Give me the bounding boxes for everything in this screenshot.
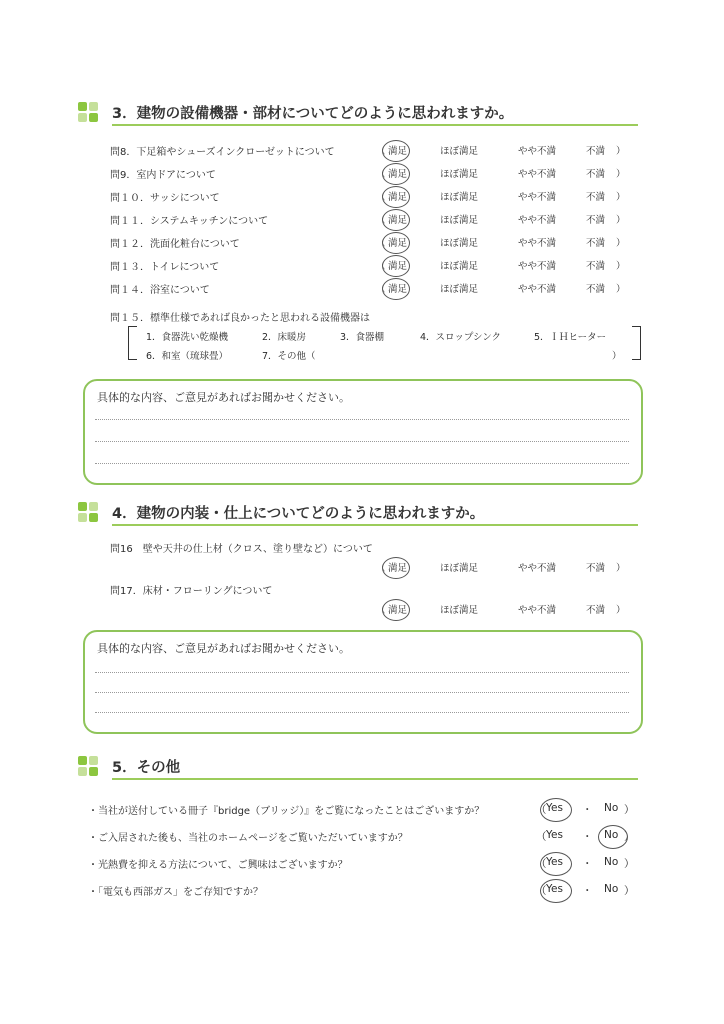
- option-mostly-satisfied[interactable]: ほぼ満足: [440, 563, 479, 574]
- answer-circle-mark: [382, 599, 410, 621]
- question-label: 問17．床材・フローリングについて: [110, 586, 273, 597]
- answer-options: [378, 560, 634, 578]
- section-3-header: [78, 100, 638, 126]
- answer-options: [378, 281, 634, 299]
- option-somewhat-dissatisfied[interactable]: やや不満: [518, 238, 557, 249]
- comment-line: [95, 441, 629, 442]
- paren-open: （: [376, 146, 386, 157]
- section-4-rule: [112, 524, 638, 526]
- question-label: 問１０．サッシについて: [110, 193, 220, 204]
- question-row: [110, 166, 630, 184]
- section-4-header: [78, 500, 638, 526]
- section-3-title: 3．建物の設備機器・部材についてどのように思われますか。: [112, 106, 514, 122]
- option-dissatisfied[interactable]: 不満: [586, 563, 606, 574]
- answer-circle-mark: [540, 852, 572, 876]
- paren-open: （: [376, 605, 386, 616]
- paren-open: （: [376, 238, 386, 249]
- section-5-title: 5．その他: [112, 760, 181, 776]
- option-dissatisfied[interactable]: 不満: [586, 192, 606, 203]
- answer-circle-mark: [382, 186, 410, 208]
- option-mostly-satisfied[interactable]: ほぼ満足: [440, 192, 479, 203]
- other-question-label: ・ご入居された後も、当社のホームページをご覧いただいていますか？: [88, 833, 408, 844]
- option-satisfied[interactable]: 満足: [388, 563, 408, 574]
- separator-dot: ・: [582, 858, 593, 870]
- other-question-row: [88, 802, 648, 820]
- question-row: [110, 235, 630, 253]
- section-5-rule: [112, 778, 638, 780]
- option-mostly-satisfied[interactable]: ほぼ満足: [440, 215, 479, 226]
- question-label: 問16 壁や天井の仕上材（クロス、塗り壁など）について: [110, 544, 373, 555]
- q15-option-4[interactable]: 4．スロップシンク: [420, 332, 502, 343]
- answer-circle-mark: [598, 825, 628, 849]
- option-dissatisfied[interactable]: 不満: [586, 215, 606, 226]
- option-mostly-satisfied[interactable]: ほぼ満足: [440, 169, 479, 180]
- option-satisfied[interactable]: 満足: [388, 605, 408, 616]
- answer-circle-mark: [382, 232, 410, 254]
- option-somewhat-dissatisfied[interactable]: やや不満: [518, 261, 557, 272]
- comment-line: [95, 463, 629, 464]
- option-mostly-satisfied[interactable]: ほぼ満足: [440, 605, 479, 616]
- answer-options: [378, 212, 634, 230]
- paren-open: （: [376, 169, 386, 180]
- q15-option-2[interactable]: 2．床暖房: [262, 332, 307, 343]
- answer-circle-mark: [382, 557, 410, 579]
- yes-no-options: [536, 883, 636, 901]
- q15-option-7-close: ）: [612, 351, 622, 362]
- answer-circle-mark: [382, 209, 410, 231]
- paren-close: ）: [624, 858, 635, 870]
- option-yes[interactable]: Yes: [546, 802, 563, 814]
- option-dissatisfied[interactable]: 不満: [586, 605, 606, 616]
- answer-circle-mark: [540, 879, 572, 903]
- option-satisfied[interactable]: 満足: [388, 215, 408, 226]
- paren-open: （: [376, 261, 386, 272]
- option-somewhat-dissatisfied[interactable]: やや不満: [518, 169, 557, 180]
- q15-bracket-right: [632, 326, 641, 360]
- section-5-header: [78, 754, 638, 780]
- option-somewhat-dissatisfied[interactable]: やや不満: [518, 563, 557, 574]
- option-no[interactable]: No: [604, 802, 619, 814]
- paren-open: （: [536, 804, 547, 816]
- option-dissatisfied[interactable]: 不満: [586, 284, 606, 295]
- q15-label: 問１５．標準仕様であれば良かったと思われる設備機器は: [110, 313, 370, 324]
- comment-line: [95, 419, 629, 420]
- yes-no-options: [536, 829, 636, 847]
- paren-open: （: [536, 831, 547, 843]
- q15-option-6[interactable]: 6．和室（琉球畳）: [146, 351, 229, 362]
- option-satisfied[interactable]: 満足: [388, 146, 408, 157]
- option-satisfied[interactable]: 満足: [388, 169, 408, 180]
- option-yes[interactable]: Yes: [546, 829, 563, 841]
- answer-circle-mark: [382, 163, 410, 185]
- option-no[interactable]: No: [604, 856, 619, 868]
- leaf-decoration-icon: [78, 502, 100, 524]
- paren-close: ）: [616, 215, 626, 226]
- paren-open: （: [376, 284, 386, 295]
- answer-circle-mark: [382, 140, 410, 162]
- q15-bracket-left: [128, 326, 137, 360]
- option-mostly-satisfied[interactable]: ほぼ満足: [440, 238, 479, 249]
- option-dissatisfied[interactable]: 不満: [586, 238, 606, 249]
- answer-options: [378, 189, 634, 207]
- option-yes[interactable]: Yes: [546, 856, 563, 868]
- q15-option-3[interactable]: 3．食器棚: [340, 332, 385, 343]
- question-row: [110, 189, 630, 207]
- comment-line: [95, 692, 629, 693]
- other-question-row: [88, 856, 648, 874]
- paren-close: ）: [616, 238, 626, 249]
- option-yes[interactable]: Yes: [546, 883, 563, 895]
- paren-close: ）: [616, 192, 626, 203]
- answer-circle-mark: [540, 798, 572, 822]
- leaf-decoration-icon: [78, 102, 100, 124]
- paren-close: ）: [624, 831, 635, 843]
- other-question-label: ・光熱費を抑える方法について、ご興味はございますか？: [88, 860, 348, 871]
- paren-close: ）: [616, 261, 626, 272]
- comment-line: [95, 672, 629, 673]
- other-question-row: [88, 829, 648, 847]
- option-satisfied[interactable]: 満足: [388, 261, 408, 272]
- q15-option-7[interactable]: 7．その他（: [262, 351, 316, 362]
- paren-open: （: [536, 858, 547, 870]
- answer-options: [378, 602, 634, 620]
- question-row: [110, 540, 630, 574]
- paren-close: ）: [616, 605, 626, 616]
- option-mostly-satisfied[interactable]: ほぼ満足: [440, 261, 479, 272]
- answer-options: [378, 258, 634, 276]
- option-no[interactable]: No: [604, 829, 619, 841]
- option-somewhat-dissatisfied[interactable]: やや不満: [518, 215, 557, 226]
- other-question-row: [88, 883, 648, 901]
- paren-open: （: [376, 215, 386, 226]
- separator-dot: ・: [582, 831, 593, 843]
- section-4-title: 4．建物の内装・仕上についてどのように思われますか。: [112, 506, 485, 522]
- separator-dot: ・: [582, 804, 593, 816]
- answer-options: [378, 166, 634, 184]
- paren-close: ）: [616, 563, 626, 574]
- yes-no-options: [536, 802, 636, 820]
- paren-open: （: [376, 563, 386, 574]
- answer-circle-mark: [382, 278, 410, 300]
- paren-close: ）: [624, 804, 635, 816]
- comment-label: 具体的な内容、ご意見があればお聞かせください。: [97, 391, 350, 404]
- option-somewhat-dissatisfied[interactable]: やや不満: [518, 284, 557, 295]
- option-satisfied[interactable]: 満足: [388, 192, 408, 203]
- question-label: 問１１．システムキッチンについて: [110, 216, 269, 227]
- paren-close: ）: [624, 885, 635, 897]
- section-3-comment-box[interactable]: [83, 379, 643, 485]
- option-dissatisfied[interactable]: 不満: [586, 261, 606, 272]
- paren-close: ）: [616, 146, 626, 157]
- paren-open: （: [376, 192, 386, 203]
- option-satisfied[interactable]: 満足: [388, 238, 408, 249]
- question-label: 問１４．浴室について: [110, 285, 210, 296]
- option-dissatisfied[interactable]: 不満: [586, 146, 606, 157]
- leaf-decoration-icon: [78, 756, 100, 778]
- option-mostly-satisfied[interactable]: ほぼ満足: [440, 284, 479, 295]
- option-mostly-satisfied[interactable]: ほぼ満足: [440, 146, 479, 157]
- question-label: 問１３．トイレについて: [110, 262, 220, 273]
- option-somewhat-dissatisfied[interactable]: やや不満: [518, 605, 557, 616]
- answer-options: [378, 143, 634, 161]
- question-row: [110, 582, 630, 616]
- question-row: [110, 281, 630, 299]
- question-row: [110, 212, 630, 230]
- section-3-rule: [112, 124, 638, 126]
- answer-options: [378, 235, 634, 253]
- comment-label: 具体的な内容、ご意見があればお聞かせください。: [97, 642, 350, 655]
- section-4-comment-box[interactable]: [83, 630, 643, 734]
- question-label: 問8．下足箱やシューズインクローゼットについて: [110, 147, 335, 158]
- q15-option-1[interactable]: 1．食器洗い乾燥機: [146, 332, 229, 343]
- option-satisfied[interactable]: 満足: [388, 284, 408, 295]
- yes-no-options: [536, 856, 636, 874]
- question-row: [110, 143, 630, 161]
- other-question-label: ・当社が送付している冊子『bridge（ブリッジ）』をご覧になったことはございますか？: [88, 806, 485, 817]
- paren-close: ）: [616, 284, 626, 295]
- other-question-label: ・「電気も西部ガス」をご存知ですか？: [88, 887, 263, 898]
- answer-circle-mark: [382, 255, 410, 277]
- q15-option-5[interactable]: 5．ＩＨヒーター: [534, 332, 607, 343]
- separator-dot: ・: [582, 885, 593, 897]
- question-row: [110, 258, 630, 276]
- paren-open: （: [536, 885, 547, 897]
- question-label: 問9．室内ドアについて: [110, 170, 216, 181]
- option-somewhat-dissatisfied[interactable]: やや不満: [518, 192, 557, 203]
- comment-line: [95, 712, 629, 713]
- option-no[interactable]: No: [604, 883, 619, 895]
- paren-close: ）: [616, 169, 626, 180]
- question-label: 問１２．洗面化粧台について: [110, 239, 240, 250]
- option-dissatisfied[interactable]: 不満: [586, 169, 606, 180]
- option-somewhat-dissatisfied[interactable]: やや不満: [518, 146, 557, 157]
